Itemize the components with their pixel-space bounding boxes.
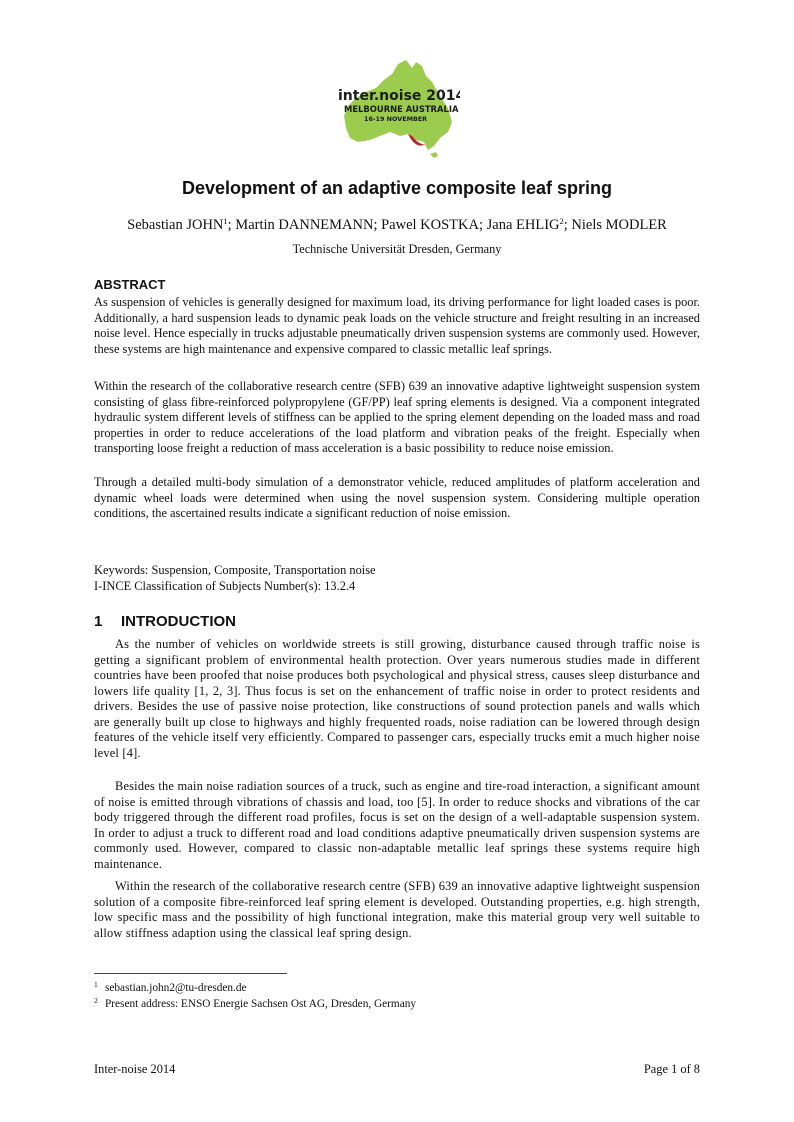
logo-brand: inter.noise 2014 xyxy=(338,88,460,104)
abstract-paragraph: Through a detailed multi-body simulation of a demonstrator vehicle, reduced amplitudes of platform acceleration and dynamic wheel loads were determined when using the novel suspension system. Considering multiple operation conditions, the ascertained results indicate a significant reduction of noise emission. xyxy=(94,475,700,521)
intro-paragraph: Besides the main noise radiation sources of a truck, such as engine and tire-road interaction, a significant amount of noise is emitted through vibrations of chassis and load, too [5]. In order to reduce shocks and vibrations of the car body triggered through the different road profiles, focus is set on the design of a well-adaptable suspension system. In order to adjust a truck to different road and load conditions adaptive pneumatically driven suspension systems are commonly used. However, compared to classic non-adaptable metallic leaf springs these systems require high maintenance. xyxy=(94,779,700,871)
abstract-heading: ABSTRACT xyxy=(94,277,166,292)
section-heading xyxy=(94,613,236,630)
footnote-ref: 1 xyxy=(223,216,228,226)
abstract-paragraph: Within the research of the collaborative research centre (SFB) 639 an innovative adaptive lightweight suspension system consisting of glass fibre-reinforced polypropylene (GF/PP) leaf spring elements is designed. Via a component integrated hydraulic system different levels of stiffness can be applied to the spring element depending on the loaded mass and road properties in order to reduce accelerations of the load platform and vibration peaks of the freight. Especially when transporting loose freight a reduction of mass acceleration is a basic possibility to reduce noise emission. xyxy=(94,379,700,456)
author-names: ; Martin DANNEMANN; Pawel KOSTKA; Jana EHLIG xyxy=(227,217,560,233)
australia-map-icon xyxy=(336,58,460,164)
intro-paragraph: As the number of vehicles on worldwide streets is still growing, disturbance caused through traffic noise is getting a significant problem of environmental health protection. Over years numerous studies made in different countries have been proofed that noise produces both psychological and physical stress, causes sleep disturbance and lowers life quality [1, 2, 3]. Thus focus is set on the enhancement of traffic noise in order to protect residents and drivers. Besides the use of passive noise protection, like constructions of sound protection panels and walls which are generally built up close to highways and highly frequented roads, noise radiation can be lowered through design features of the vehicle itself very efficiently. Compared to passenger cars, especially trucks emit a much higher noise level [4]. xyxy=(94,637,700,760)
author-list xyxy=(94,217,700,234)
conference-logo xyxy=(336,58,460,164)
footer-conference: Inter-noise 2014 xyxy=(94,1062,176,1076)
affiliation: Technische Universität Dresden, Germany xyxy=(292,242,502,256)
classification: I-INCE Classification of Subjects Number(s): 13.2.4 xyxy=(94,579,356,593)
footer-page-number: Page 1 of 8 xyxy=(643,1062,700,1076)
author-name: ; Niels MODLER xyxy=(563,217,667,233)
section-number: 1 xyxy=(94,613,103,630)
logo-place: MELBOURNE AUSTRALIA xyxy=(344,104,459,114)
paper-title: Development of an adaptive composite leaf spring xyxy=(181,178,613,198)
footnote: $^1$ sebastian.john2@tu-dresden.de xyxy=(94,980,247,994)
footnote-ref: 2 xyxy=(559,216,564,226)
section-title: INTRODUCTION xyxy=(121,613,236,630)
footnote-text: Present address: ENSO Energie Sachsen Ost AG, Dresden, Germany xyxy=(105,998,417,1010)
tasmania-shape xyxy=(430,152,438,158)
footnote: $^2$ Present address: ENSO Energie Sachsen Ost AG, Dresden, Germany xyxy=(94,996,417,1010)
logo-dates: 16-19 NOVEMBER xyxy=(364,115,428,123)
abstract-paragraph: As suspension of vehicles is generally designed for maximum load, its driving performance for light loaded cases is poor. Additionally, a hard suspension leads to dynamic peak loads on the vehicle structure and freight resulting in an increased noise level. Hence especially in trucks adjustable pneumatically driven suspension systems are commonly used. However, these systems are high maintenance and expensive compared to classic metallic leaf springs. xyxy=(94,295,700,356)
author-name: Sebastian JOHN xyxy=(127,217,224,233)
footnote-email: sebastian.john2@tu-dresden.de xyxy=(105,982,247,994)
footnote-divider xyxy=(94,973,287,974)
keywords: Keywords: Suspension, Composite, Transportation noise xyxy=(94,563,376,577)
intro-paragraph: Within the research of the collaborative research centre (SFB) 639 an innovative adaptive lightweight suspension solution of a composite fibre-reinforced leaf spring element is developed. Outstanding properties, e.g. high strength, low specific mass and the possibility of high functional integration, make this material group very well suitable to allow stiffness adaption using the classical leaf spring design. xyxy=(94,879,700,940)
